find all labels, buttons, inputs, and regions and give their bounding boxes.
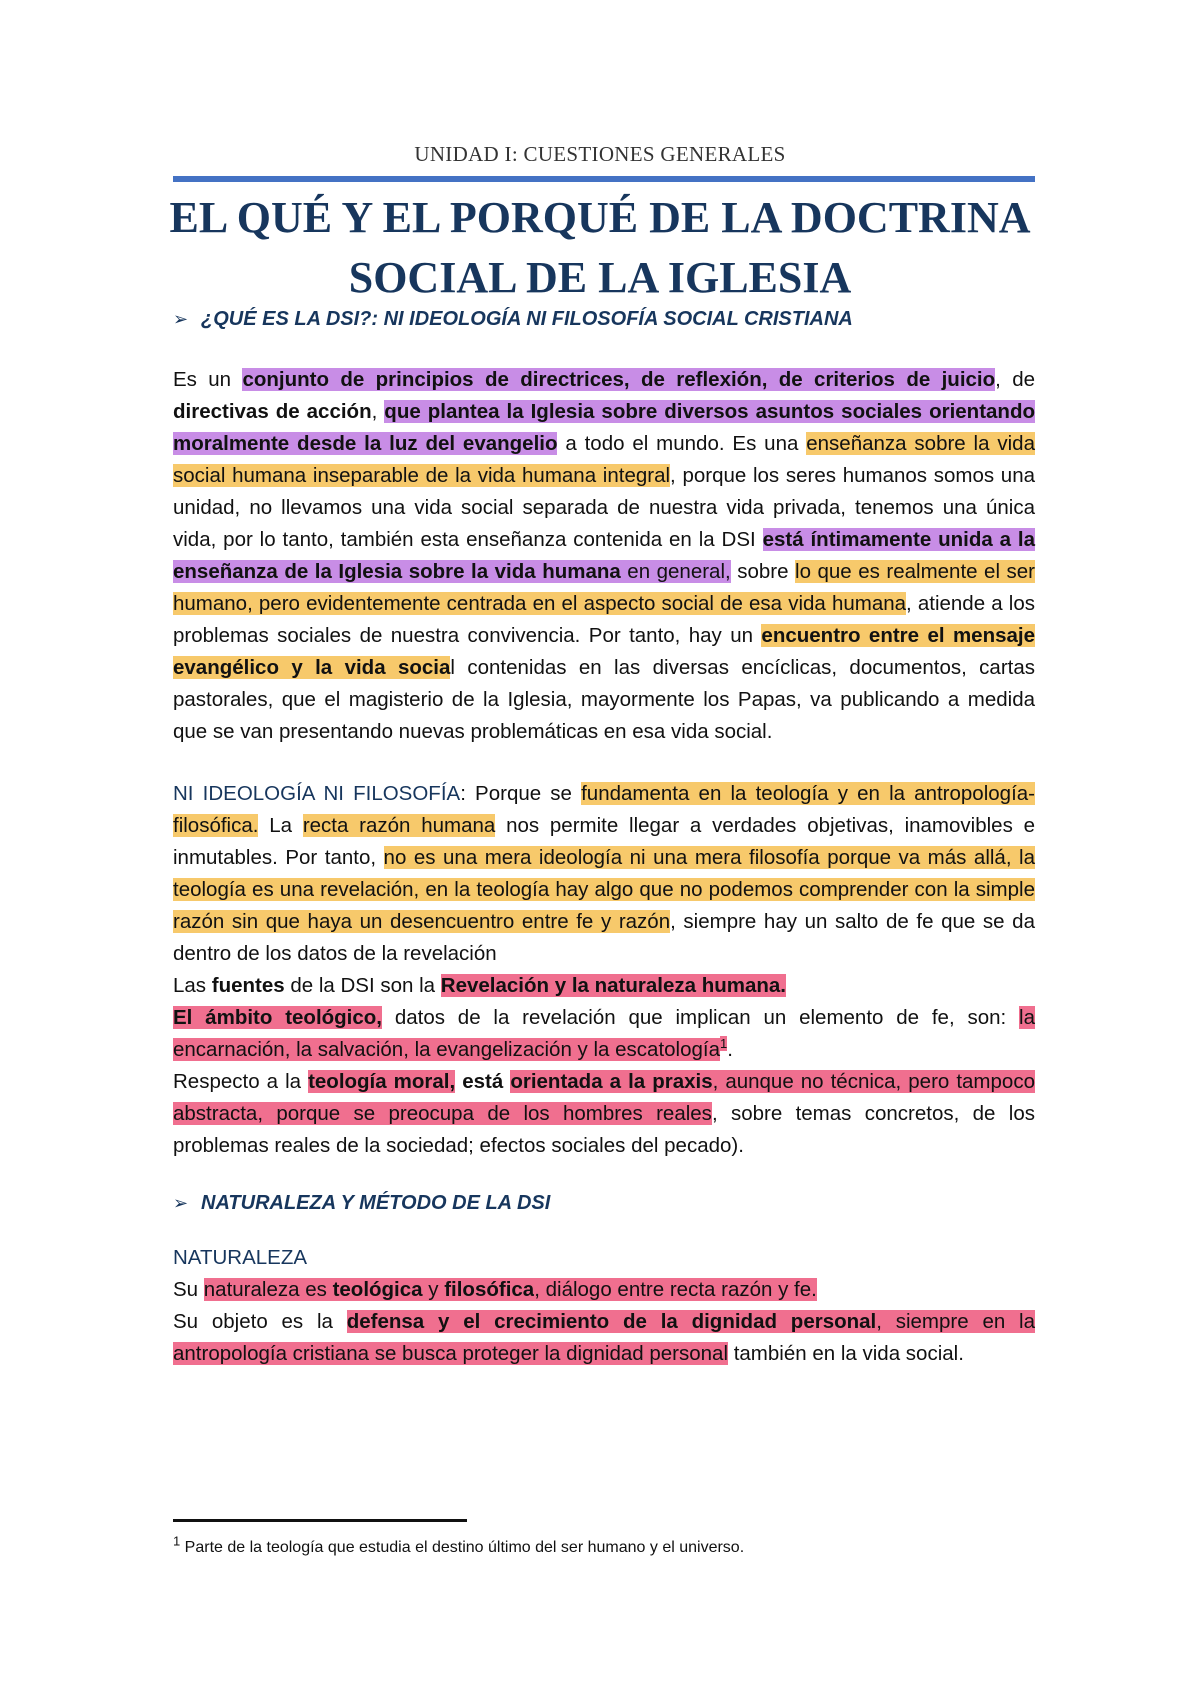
section-heading-naturaleza-metodo [173, 1192, 550, 1215]
text-run: datos de la revelación que implican un elemento de fe, son: [382, 1006, 1020, 1029]
highlight-pink: filosófica [444, 1278, 535, 1301]
highlight-orange: enseñanza sobre la vida social humana inseparable de la vida humana integral [173, 432, 1035, 487]
highlight-pink: Revelación y la naturaleza humana. [440, 974, 786, 997]
section-heading-what-is-dsi [173, 308, 853, 331]
highlight-orange: recta razón humana [302, 814, 496, 837]
text-run: Las [173, 974, 212, 997]
footnote [173, 1533, 1035, 1559]
inline-label: NI IDEOLOGÍA NI FILOSOFÍA [173, 782, 461, 805]
text-run: Respecto a la [173, 1070, 309, 1093]
subheading-naturaleza: NATURALEZA [173, 1246, 308, 1269]
title-rule [173, 176, 1035, 182]
text-run: sobre [730, 560, 796, 583]
text-run: , atiende a los problemas sociales de nuestra convivencia. Por tanto, hay un [173, 592, 1035, 647]
bold-text: está [462, 1070, 504, 1093]
highlight-pink: , siempre en la antropología cristiana se busca proteger la dignidad personal [173, 1310, 1035, 1365]
paragraph-naturaleza [173, 1274, 1035, 1306]
bold-text: fuentes [211, 974, 285, 997]
highlight-pink: teológica [332, 1278, 423, 1301]
highlight-purple: que plantea la Iglesia sobre diversos asuntos sociales orientando moralmente desde la luz del evangelio [173, 400, 1035, 455]
text-run: de la DSI son la [284, 974, 441, 997]
text-run: , sobre temas concretos, de los problemas reales de la sociedad; efectos sociales del pecado). [173, 1102, 1035, 1157]
text-run: l contenidas en las diversas encíclicas, documentos, cartas pastorales, que el magisterio de la Iglesia, mayormente los Papas, va publicando a medida que se van presentando nuevas problemáticas en esa vida social. [173, 656, 1035, 743]
arrow-bullet-icon: ➢ [173, 1193, 189, 1213]
title-line-1: EL QUÉ Y EL PORQUÉ DE LA DOCTRINA [169, 193, 1031, 242]
footnote-separator [173, 1519, 467, 1522]
highlight-pink: naturaleza es [203, 1278, 333, 1301]
paragraph-teologia-moral [173, 1066, 1035, 1162]
highlight-pink: defensa y el crecimiento de la dignidad personal [346, 1310, 877, 1333]
section-body-naturaleza [173, 1242, 1035, 1370]
highlight-orange: lo que es realmente el ser humano, pero evidentemente centrada en el aspecto social de esa vida humana [173, 560, 1036, 615]
text-run: también en la vida social. [728, 1342, 964, 1365]
highlight-pink: orientada a la praxis [510, 1070, 713, 1093]
highlight-orange: encuentro entre el mensaje evangélico y la vida socia [173, 624, 1035, 679]
text-run: , [371, 400, 385, 423]
text-run: : Porque se [460, 782, 582, 805]
highlight-purple: en general, [620, 560, 731, 583]
highlight-pink: la encarnación, la salvación, la evangelización y la escatología [173, 1006, 1035, 1061]
title-line-2: SOCIAL DE LA IGLESIA [348, 253, 852, 302]
paragraph-ambito-teologico [173, 1002, 1035, 1066]
text-run: a todo el mundo. Es una [557, 432, 807, 455]
spacer [173, 748, 1035, 778]
section-heading-text: NATURALEZA Y MÉTODO DE LA DSI [201, 1192, 551, 1214]
unit-label: UNIDAD I: CUESTIONES GENERALES [414, 142, 786, 166]
highlight-pink: , diálogo entre recta razón y fe. [534, 1278, 817, 1301]
text-run: , siempre hay un salto de fe que se da dentro de los datos de la revelación [173, 910, 1035, 965]
text-run: , de [995, 368, 1035, 391]
paragraph-fuentes [173, 970, 1035, 1002]
section-body-what-is-dsi [173, 364, 1035, 1162]
text-run: , porque los seres humanos somos una unidad, no llevamos una vida social separada de nuestra vida privada, tenemos una única vida, por lo tanto, también esta enseñanza contenida en la DSI [173, 464, 1035, 551]
footnote-text: Parte de la teología que estudia el destino último del ser humano y el universo. [180, 1539, 745, 1556]
highlight-pink: teología moral, [308, 1070, 456, 1093]
highlight-purple: está íntimamente unida a la enseñanza de la Iglesia sobre la vida humana [173, 528, 1035, 583]
text-run: Su [173, 1278, 204, 1301]
footnote-ref[interactable]: 1 [720, 1036, 728, 1052]
page-title [140, 188, 1060, 308]
highlight-pink: y [422, 1278, 445, 1301]
arrow-bullet-icon: ➢ [173, 309, 189, 329]
text-run: Es un [173, 368, 243, 391]
text-run: La [258, 814, 303, 837]
highlight-pink: , aunque no técnica, pero tampoco abstracta, porque se preocupa de los hombres reales [173, 1070, 1035, 1125]
text-run: . [727, 1038, 733, 1061]
footnote-number: 1 [173, 1533, 181, 1549]
paragraph-ni-ideologia [173, 778, 1035, 970]
highlight-orange: fundamenta en la teología y en la antropología-filosófica. [173, 782, 1035, 837]
text-run: Su objeto es la [173, 1310, 347, 1333]
highlight-orange: no es una mera ideología ni una mera filosofía porque va más allá, la teología es una revelación, en la teología hay algo que no podemos comprender con la simple razón sin que haya un desencuentro entre fe y razón [173, 846, 1035, 933]
highlight-purple: conjunto de principios de directrices, de reflexión, de criterios de juicio [242, 368, 996, 391]
paragraph-definition [173, 364, 1035, 748]
paragraph-objeto [173, 1306, 1035, 1370]
bold-text: directivas de acción [173, 400, 372, 423]
section-heading-text: ¿QUÉ ES LA DSI?: NI IDEOLOGÍA NI FILOSOFÍA SOCIAL CRISTIANA [201, 308, 853, 330]
highlight-pink: El ámbito teológico, [173, 1006, 383, 1029]
text-run: nos permite llegar a verdades objetivas, inamovibles e inmutables. Por tanto, [173, 814, 1035, 869]
